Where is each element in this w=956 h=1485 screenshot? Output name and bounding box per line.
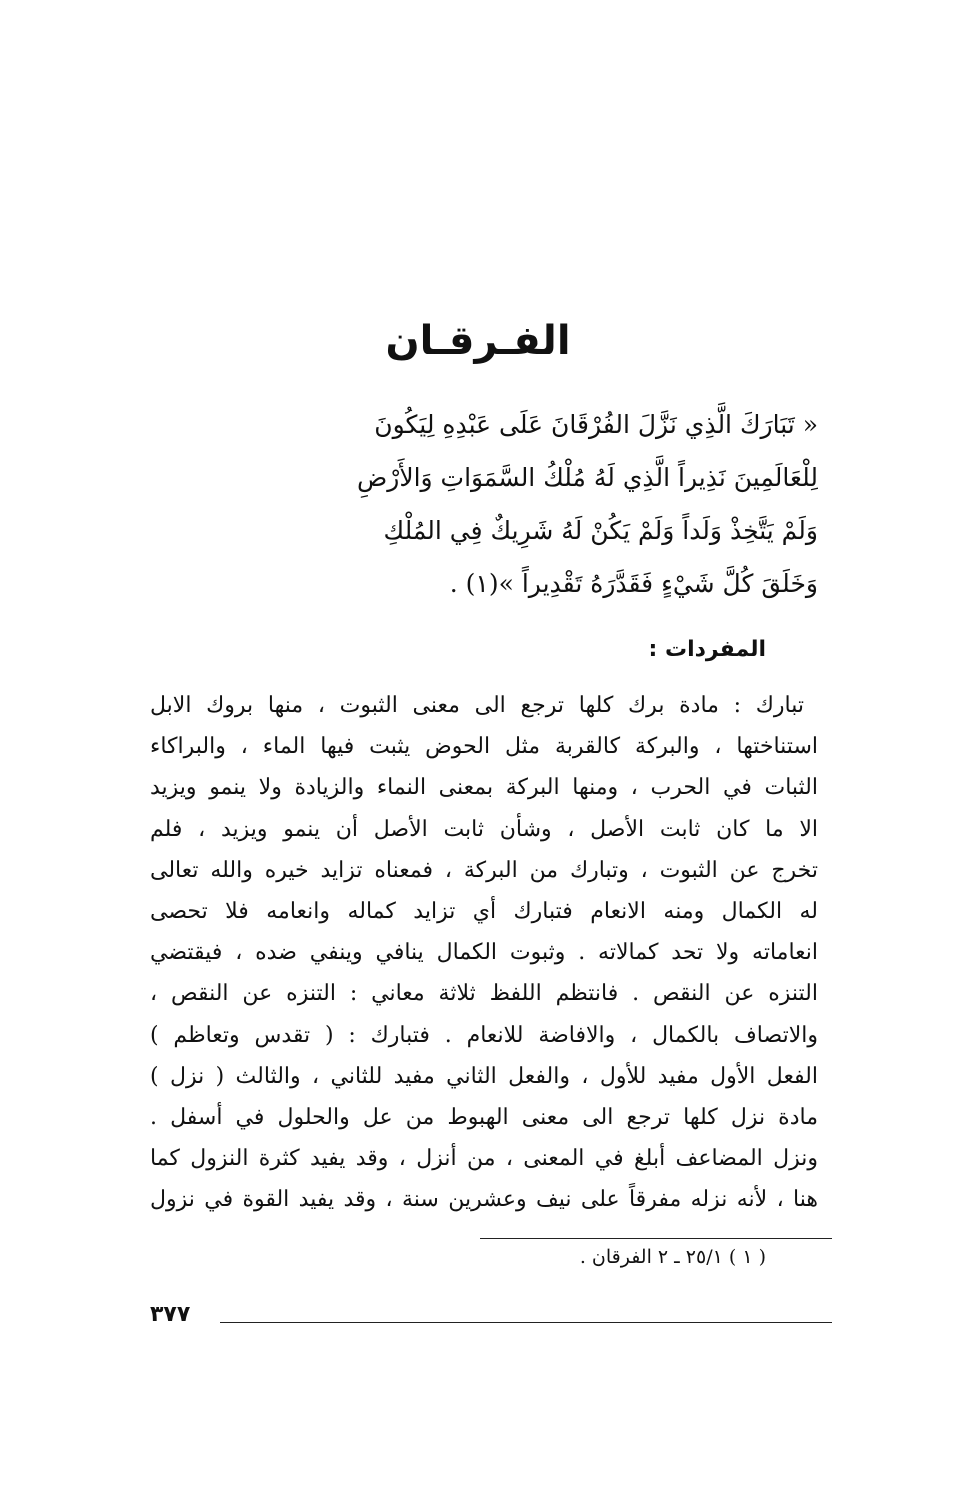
footnote: ( ١ ) ٢٥/١ ـ ٢ الفرقان . xyxy=(579,1246,766,1268)
footnote-divider xyxy=(480,1238,832,1239)
verse-line: « تَبَارَكَ الَّذِي نَزَّلَ الفُرْقَانَ عَلَى عَبْدِهِ لِيَكُونَ xyxy=(374,410,818,439)
body-line: والاتصاف بالكمال ، والافاضة للانعام . فتبارك : ( تقدس وتعاظم ) xyxy=(150,1022,818,1048)
body-line: الفعل الأول مفيد للأول ، والفعل الثاني مفيد للثاني ، والثالث ( نزل ) xyxy=(150,1063,818,1089)
body-line: له الكمال ومنه الانعام فتبارك أي تزايد كماله وانعامه فلا تحصى xyxy=(150,899,818,925)
verse-line: وَلَمْ يَتَّخِذْ وَلَداً وَلَمْ يَكُنْ لَهُ شَرِيكٌ فِي المُلْكِ xyxy=(383,516,818,545)
quran-verse xyxy=(150,398,818,610)
body-line: مادة نزل كلها ترجع الى معنى الهبوط من عل والحلول في أسفل . xyxy=(150,1105,818,1131)
verse-line: لِلْعَالَمِينَ نَذِيراً الَّذِي لَهُ مُلْكُ السَّمَوَاتِ وَالأَرْضِ xyxy=(357,463,818,492)
body-line: هنا ، لأنه نزله مفرقاً على نيف وعشرين سنة ، وقد يفيد القوة في نزول xyxy=(150,1187,818,1213)
vocabulary-heading: المفردات : xyxy=(648,637,766,662)
body-line: الثبات في الحرب ، ومنها البركة بمعنى النماء والزيادة ولا ينمو ويزيد xyxy=(150,775,818,801)
body-line: التنزه عن النقص . فانتظم اللفظ ثلاثة معاني : التنزه عن النقص ، xyxy=(150,981,818,1007)
body-line: الا ما كان ثابت الأصل ، وشأن ثابت الأصل أن ينمو ويزيد ، فلم xyxy=(150,816,818,842)
page-number: ٣٧٧ xyxy=(150,1302,191,1327)
verse-line: وَخَلَقَ كُلَّ شَيْءٍ فَقَدَّرَهُ تَقْدِيراً »(١) . xyxy=(449,569,818,598)
page-number-divider xyxy=(220,1322,832,1323)
body-line: استناختها ، والبركة كالقربة مثل الحوض يثبت فيها الماء ، والبراكاء xyxy=(150,734,818,760)
body-line: ونزل المضاعف أبلغ في المعنى ، من أنزل ، وقد يفيد كثرة النزول كما xyxy=(150,1146,818,1172)
body-line: تبارك : مادة برك كلها ترجع الى معنى الثبوت ، منها بروك الابل xyxy=(150,693,804,718)
body-line: تخرج عن الثبوت ، وتبارك من البركة ، فمعناه تزايد خيره والله تعالى xyxy=(150,857,818,883)
chapter-title: الفـرقـان xyxy=(385,318,571,364)
body-line: انعاماته ولا تحد كمالاته . وثبوت الكمال ينافي وينفي ضده ، فيقتضي xyxy=(150,940,818,966)
body-paragraph xyxy=(150,685,818,1221)
